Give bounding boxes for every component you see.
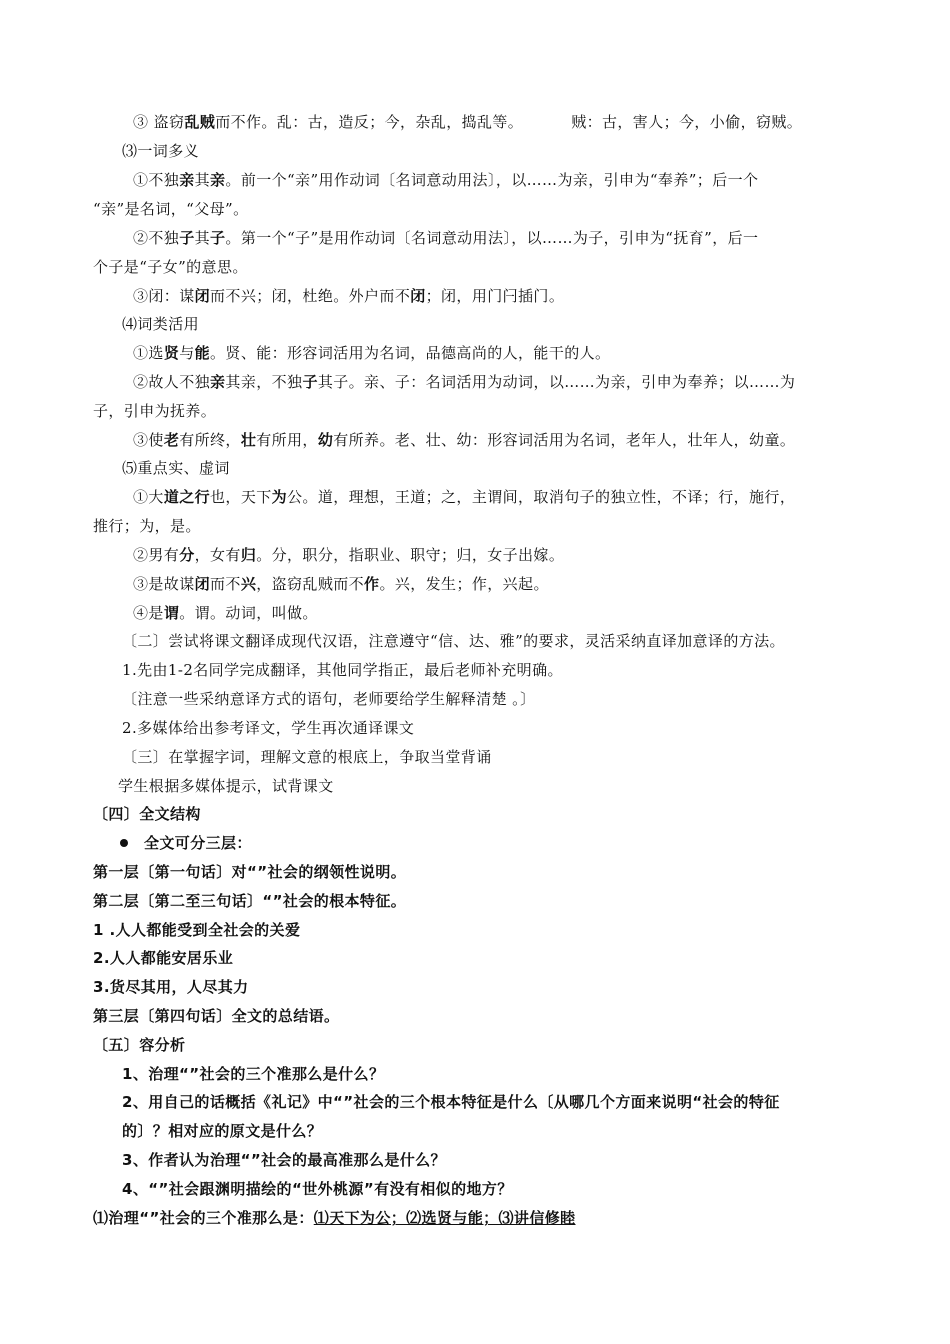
keyword: 谓 — [163, 604, 180, 622]
text-span: ③闭：谋 — [133, 287, 195, 305]
keyword: 子 — [179, 229, 195, 247]
keyword: 归 — [240, 546, 257, 564]
question-item: 4、“”社会跟渊明描绘的“世外桃源”有没有相似的地方？ — [122, 1180, 513, 1198]
text-line: 推行；为，是。 — [93, 517, 201, 535]
keyword: 能 — [194, 344, 211, 362]
keyword: 分 — [179, 546, 195, 564]
keyword: 子 — [210, 229, 226, 247]
text-line: 第三层〔第四句话〕全文的总结语。 — [93, 1007, 340, 1025]
text-span: 其亲，不独 — [225, 373, 303, 391]
text-line: 〔三〕在掌握字词，理解文意的根底上，争取当堂背诵 — [122, 748, 492, 766]
text-line: 2.多媒体给出参考译文，学生再次通译课文 — [122, 719, 415, 737]
section-heading: 〔五〕容分析 — [93, 1036, 186, 1054]
text-span: 也，天下 — [210, 488, 272, 506]
text-line: 子，引申为抚养。 — [93, 402, 217, 420]
question-item: 1、治理“”社会的三个准那么是什么？ — [122, 1065, 385, 1083]
keyword: 幼 — [317, 431, 334, 449]
text-span: ⑴治理“”社会的三个准那么是： — [93, 1209, 314, 1227]
text-line: 第一层〔第一句话〕对“”社会的纲领性说明。 — [93, 863, 407, 881]
text-span: ，盗窃乱贼而不 — [256, 575, 365, 593]
text-span: ，女有 — [194, 546, 241, 564]
text-span: 其 — [194, 229, 211, 247]
keyword: 道之行 — [163, 488, 211, 506]
keyword: 作 — [364, 575, 380, 593]
bullet-icon — [120, 839, 128, 847]
keyword: 壮 — [240, 431, 257, 449]
text-line — [133, 430, 795, 450]
text-span: 。前一个“亲”用作动词〔名词意动用法〕，以……为亲，引申为“奉养”；后一个 — [225, 171, 759, 189]
text-line — [133, 545, 564, 565]
keyword: 乱贼 — [184, 113, 216, 131]
text-line: 〔注意一些采纳意译方式的语句，老师要给学生解释清楚 。〕 — [122, 690, 536, 708]
text-line — [133, 603, 318, 623]
text-span: ④是 — [133, 604, 164, 622]
keyword: 亲 — [210, 171, 226, 189]
text-span: ②故人不独 — [133, 373, 211, 391]
keyword: 闭 — [410, 287, 426, 305]
text-span: ①不独 — [133, 171, 180, 189]
text-line: 学生根据多媒体提示，试背课文 — [118, 777, 334, 795]
text-span: 。贤、能：形容词活用为名词，品德高尚的人，能干的人。 — [210, 344, 611, 362]
text-line: 1 .人人都能受到全社会的关爱 — [93, 921, 301, 939]
text-line: 2.人人都能安居乐业 — [93, 949, 234, 967]
text-line: 〔二〕尝试将课文翻译成现代汉语，注意遵守“信、达、雅”的要求，灵活采纳直译加意译的方法。 — [122, 632, 785, 650]
answer-line — [93, 1208, 576, 1228]
text-line: 3.货尽其用，人尽其力 — [93, 978, 249, 996]
text-line: 1.先由1-2名同学完成翻译，其他同学指正，最后老师补充明确。 — [122, 661, 563, 679]
text-line — [133, 372, 795, 392]
text-line: 第二层〔第二至三句话〕“”社会的根本特征。 — [93, 892, 407, 910]
keyword: 闭 — [194, 287, 211, 305]
text-span: ①大 — [133, 488, 164, 506]
text-line: 个子是“子女”的意思。 — [93, 258, 248, 276]
text-line — [133, 574, 549, 594]
text-span: ②男有 — [133, 546, 180, 564]
text-line — [133, 487, 795, 507]
text-span: 贼：古，害人；今，小偷，窃贼。 — [571, 113, 803, 131]
text-line — [133, 112, 802, 132]
text-span: 有所养。老、壮、幼：形容词活用为名词，老年人，壮年人，幼童。 — [333, 431, 796, 449]
text-span: 有所用， — [256, 431, 318, 449]
text-span: 。分，职分，指职业、职守；归，女子出嫁。 — [256, 546, 565, 564]
section-heading: ⑷词类活用 — [122, 315, 200, 333]
section-heading: 〔四〕全文结构 — [93, 805, 201, 823]
text-line — [133, 170, 758, 190]
text-span: 。谓。动词，叫做。 — [179, 604, 318, 622]
text-line — [133, 343, 610, 363]
text-span: ①选 — [133, 344, 164, 362]
text-span: 全文可分三层： — [144, 834, 252, 852]
text-line — [133, 286, 564, 306]
text-line: “亲”是名词，“父母”。 — [93, 200, 249, 218]
keyword: 闭 — [194, 575, 211, 593]
text-span: 。第一个“子”是用作动词〔名词意动用法〕，以……为子，引申为“抚育”，后一 — [225, 229, 759, 247]
keyword: 亲 — [210, 373, 226, 391]
question-item: 2、用自己的话概括《礼记》中“”社会的三个根本特征是什么〔从哪几个方面来说明“社会的特征 — [122, 1093, 780, 1111]
text-span: 而不作。乱：古，造反；今，杂乱，捣乱等。 — [215, 113, 524, 131]
text-span: 公。道，理想，王道；之，主谓间，取消句子的独立性，不译；行，施行， — [287, 488, 796, 506]
keyword: 老 — [163, 431, 180, 449]
underlined-answer: ⑴天下为公；⑵选贤与能；⑶讲信修睦 — [313, 1209, 576, 1227]
text-span: ③使 — [133, 431, 164, 449]
text-span: ；闭，用门闩插门。 — [425, 287, 565, 305]
text-line — [133, 228, 758, 248]
text-span: 而不兴；闭，杜绝。外户而不 — [210, 287, 411, 305]
section-heading: ⑸重点实、虚词 — [122, 459, 230, 477]
text-span: 有所终， — [179, 431, 241, 449]
text-span: 与 — [179, 344, 195, 362]
text-span: 其子。亲、子：名词活用为动词，以……为亲，引申为奉养；以……为 — [317, 373, 796, 391]
section-heading: ⑶一词多义 — [122, 142, 200, 160]
text-span: ②不独 — [133, 229, 180, 247]
text-span: 其 — [194, 171, 211, 189]
text-span: ③是故谋 — [133, 575, 195, 593]
keyword: 子 — [302, 373, 318, 391]
bullet-item — [120, 833, 252, 853]
keyword: 贤 — [163, 344, 180, 362]
question-item: 3、作者认为治理“”社会的最高准那么是什么？ — [122, 1151, 446, 1169]
keyword: 为 — [271, 488, 288, 506]
keyword: 亲 — [179, 171, 195, 189]
keyword: 兴 — [240, 575, 257, 593]
text-span: 而不 — [210, 575, 241, 593]
text-span: ③ 盗窃 — [133, 113, 185, 131]
text-span: 。兴，发生；作，兴起。 — [379, 575, 549, 593]
question-item: 的〕？相对应的原文是什么？ — [122, 1122, 323, 1140]
